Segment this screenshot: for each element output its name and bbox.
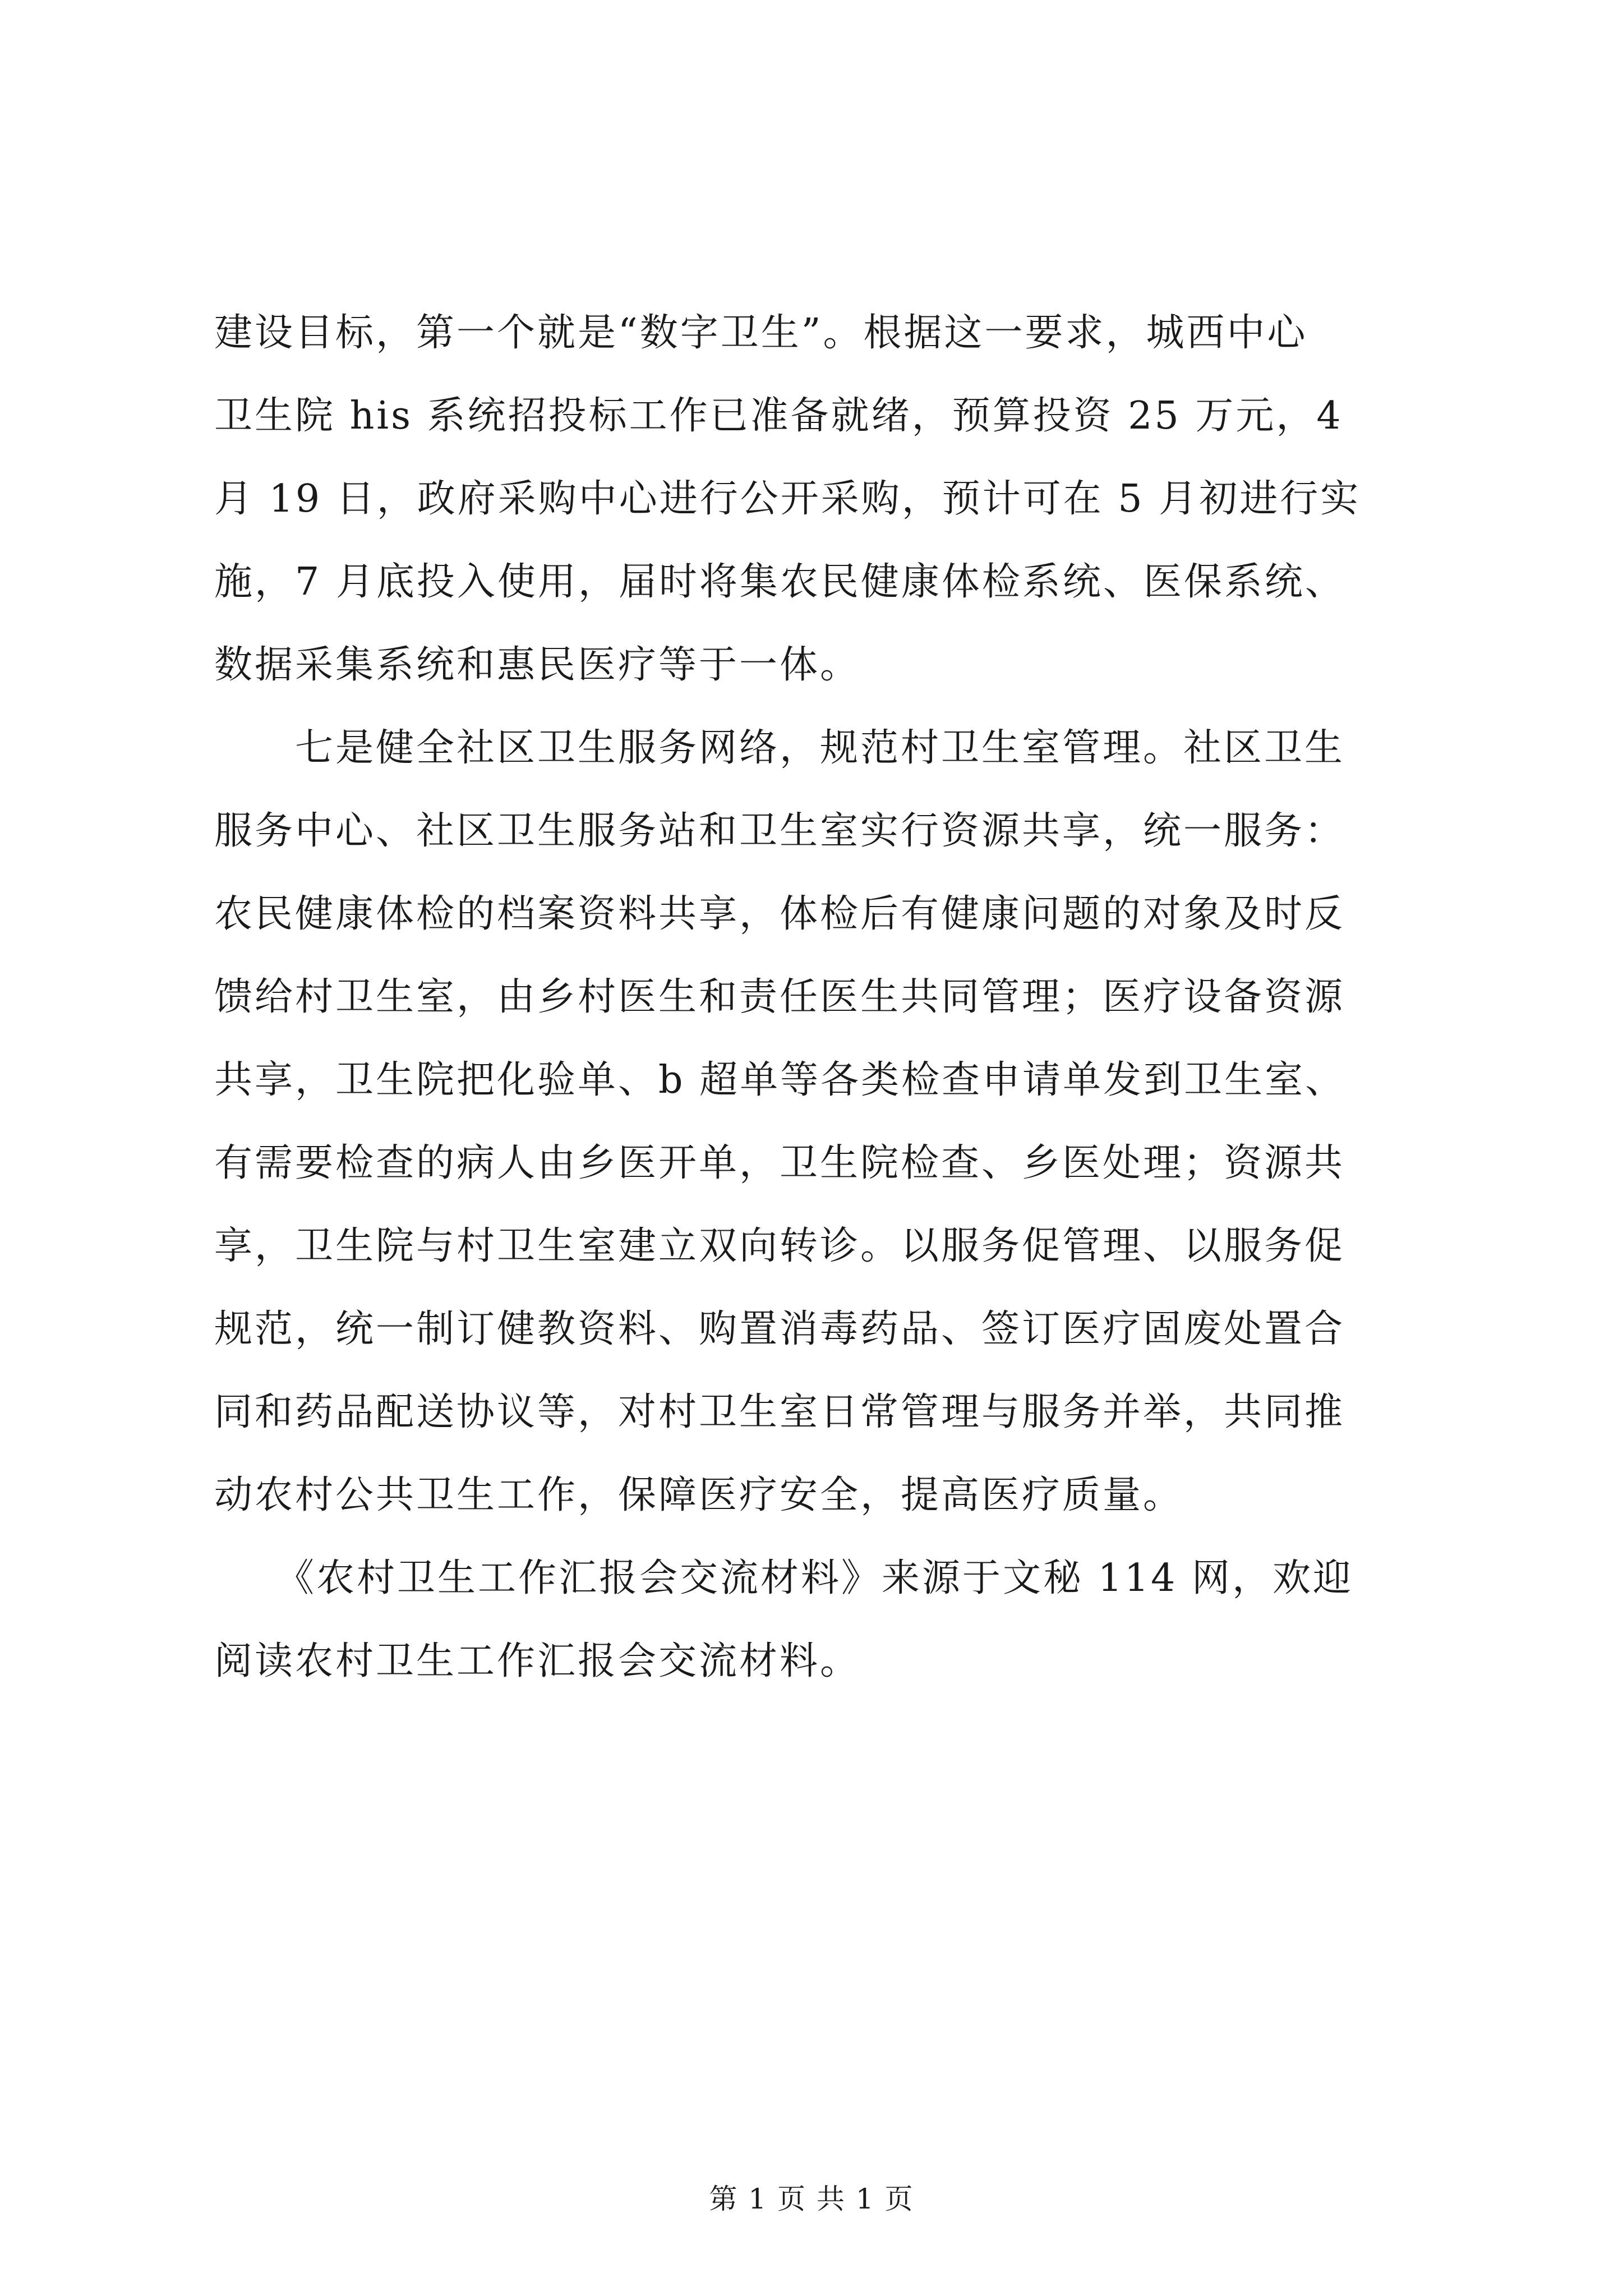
text-line: 月 19 日，政府采购中心进行公开采购，预计可在 5 月初进行实 — [214, 477, 1361, 521]
text-line: 阅读农村卫生工作汇报会交流材料。 — [214, 1639, 861, 1683]
text-line: 有需要检查的病人由乡医开单，卫生院检查、乡医处理；资源共 — [214, 1141, 1345, 1185]
text-line: 卫生院 his 系统招投标工作已准备就绪，预算投资 25 万元，4 — [214, 394, 1343, 438]
text-line: 《农村卫生工作汇报会交流材料》来源于文秘 114 网，欢迎 — [214, 1556, 1354, 1600]
text-line: 数据采集系统和惠民医疗等于一体。 — [214, 643, 861, 687]
document-body — [214, 292, 1414, 1703]
text-line: 农民健康体检的档案资料共享，体检后有健康问题的对象及时反 — [214, 892, 1345, 936]
text-line: 施，7 月底投入使用，届时将集农民健康体检系统、医保系统、 — [214, 560, 1345, 604]
text-line: 规范，统一制订健教资料、购置消毒药品、签订医疗固废处置合 — [214, 1307, 1345, 1351]
text-line: 同和药品配送协议等，对村卫生室日常管理与服务并举，共同推 — [214, 1390, 1345, 1434]
text-line: 建设目标，第一个就是“数字卫生”。根据这一要求，城西中心 — [214, 311, 1308, 355]
text-line: 服务中心、社区卫生服务站和卫生室实行资源共享，统一服务： — [214, 809, 1345, 853]
page-footer: 第 1 页 共 1 页 — [709, 2183, 914, 2215]
text-line: 享，卫生院与村卫生室建立双向转诊。以服务促管理、以服务促 — [214, 1224, 1345, 1268]
text-line: 馈给村卫生室，由乡村医生和责任医生共同管理；医疗设备资源 — [214, 975, 1345, 1019]
text-line: 七是健全社区卫生服务网络，规范村卫生室管理。社区卫生 — [214, 726, 1345, 770]
text-line: 共享，卫生院把化验单、b 超单等各类检查申请单发到卫生室、 — [214, 1058, 1346, 1102]
text-line: 动农村公共卫生工作，保障医疗安全，提高医疗质量。 — [214, 1473, 1184, 1517]
